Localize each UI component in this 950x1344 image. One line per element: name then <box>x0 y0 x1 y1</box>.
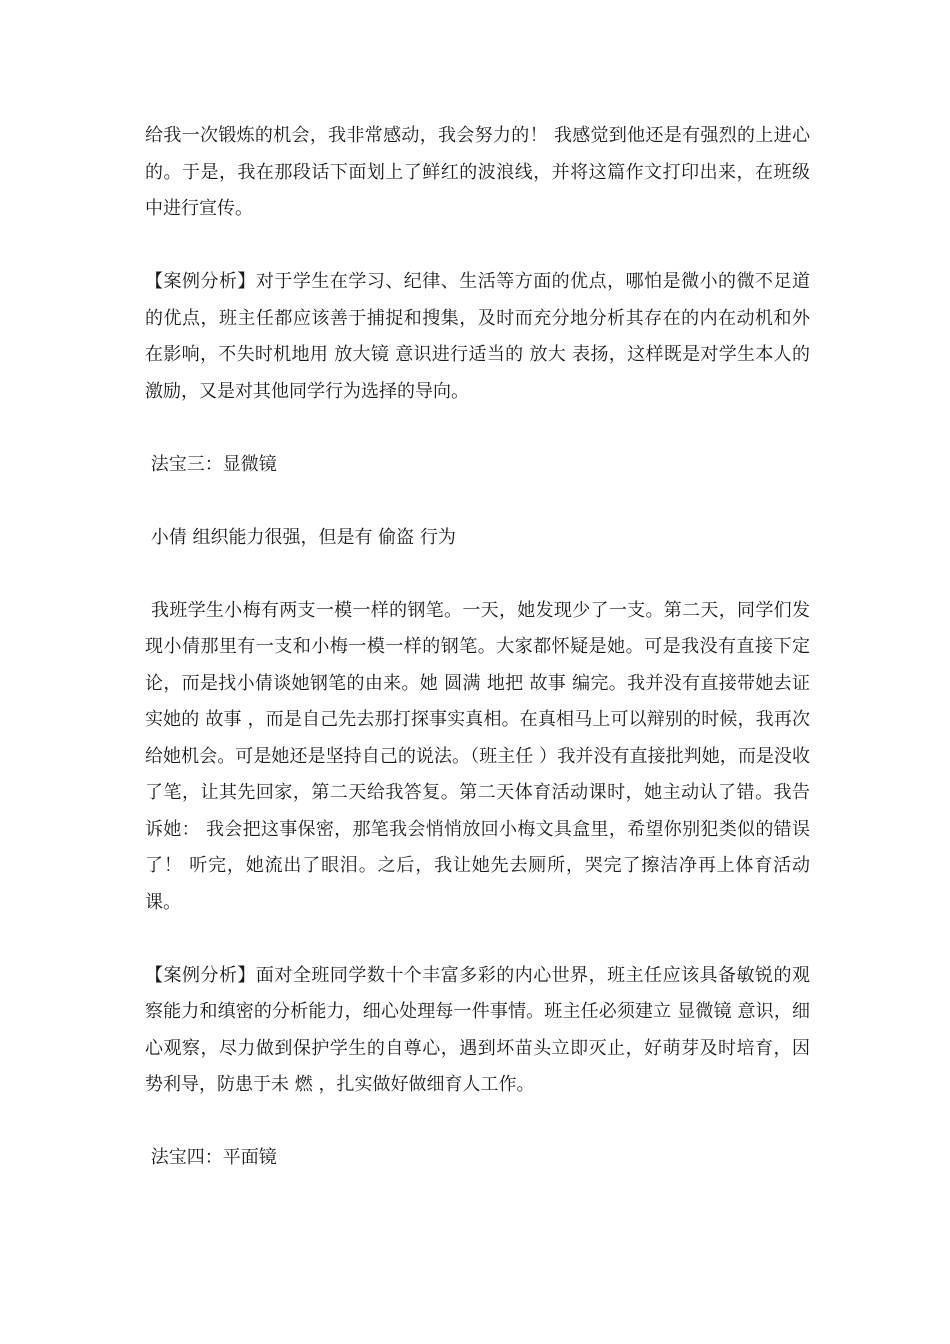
paragraph-gap <box>145 228 810 265</box>
document-body <box>145 118 810 1177</box>
paragraph-gap <box>145 1104 810 1141</box>
paragraph-gap <box>145 483 810 520</box>
paragraph-continuation: 给我一次锻炼的机会，我非常感动，我会努力的！ 我感觉到他还是有强烈的上进心的。于是，我在那段话下面划上了鲜红的波浪线，并将这篇作文打印出来，在班级中进行宣传。 <box>145 125 810 219</box>
section-heading-plane-mirror: 法宝四：平面镜 <box>145 1147 277 1168</box>
paragraph-case-story: 我班学生小梅有两支一模一样的钢笔。一天，她发现少了一支。第二天，同学们发现小倩那里有一支和小梅一模一样的钢笔。大家都怀疑是她。可是我没有直接下定论，而是找小倩谈她钢笔的由来。她 圆满 地把 故事 编完。我并没有直接带她去证实她的 故事 ，而是自己先去那打探事实真相。在真相马上可以辩别的时候，我再次给她机会。可是她还是坚持自己的说法。（班主任 ）我并没有直接批判她，而是没收了笔，让其先回家，第二天给我答复。第二天体育活动课时，她主动认了错。我告诉她： 我会把这事保密，那笔我会悄悄放回小梅文具盒里，希望你别犯类似的错误了！ 听完，她流出了眼泪。之后，我让她先去厕所，哭完了擦洁净再上体育活动课。 <box>145 599 810 913</box>
paragraph-case-analysis-2: 【案例分析】面对全班同学数十个丰富多彩的内心世界，班主任应该具备敏锐的观察能力和缜密的分析能力，细心处理每一件事情。班主任必须建立 显微镜 意识，细心观察，尽力做到保护学生的自尊心，遇到坏苗头立即灭止，好萌芽及时培育，因势利导，防患于未 燃 ，扎实做好做细育人工作。 <box>145 964 810 1095</box>
paragraph-gap <box>145 921 810 958</box>
case-title-xiaoqian: 小倩 组织能力很强，但是有 偷盗 行为 <box>145 526 456 548</box>
paragraph-gap <box>145 556 810 593</box>
paragraph-case-analysis-1: 【案例分析】对于学生在学习、纪律、生活等方面的优点，哪怕是微小的微不足道的优点，班主任都应该善于捕捉和搜集，及时而充分地分析其存在的内在动机和外在影响，不失时机地用 放大镜 意识进行适当的 放大 表扬，这样既是对学生本人的激励，又是对其他同学行为选择的导向。 <box>145 271 810 402</box>
paragraph-gap <box>145 410 810 447</box>
section-heading-microscope: 法宝三：显微镜 <box>145 453 277 475</box>
